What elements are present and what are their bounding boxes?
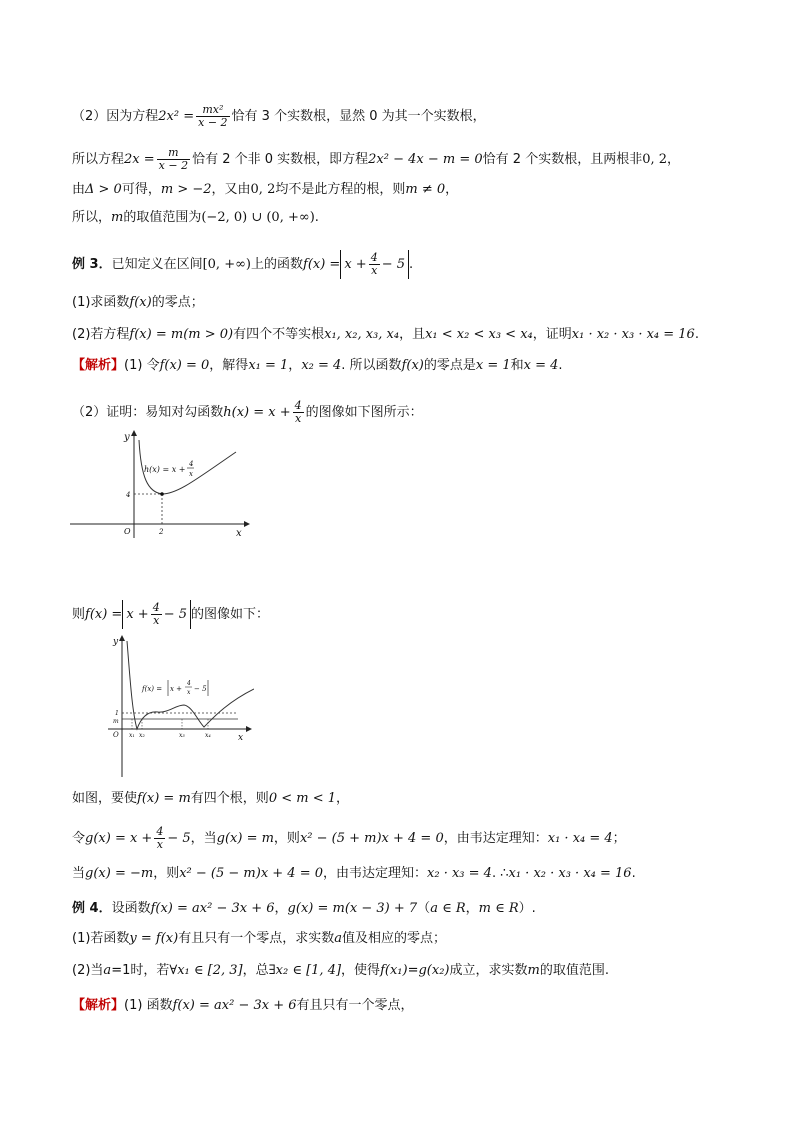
text: 所以， (72, 210, 112, 225)
math: a (334, 931, 342, 946)
y-axis-arrow (131, 430, 137, 436)
label-x3: x₃ (179, 732, 185, 739)
ex3-sol2 (72, 400, 423, 425)
math: − 5 (381, 257, 405, 272)
math: x² − (5 + m)x + 4 = 0 (299, 831, 444, 846)
text: 有且只有一个零点，求实数 (178, 931, 335, 946)
math: g(x₂) (418, 963, 450, 978)
min-point (160, 492, 164, 496)
math: m (527, 963, 540, 978)
text: ， (667, 152, 681, 167)
text: 均不是此方程的根，则 (275, 182, 406, 197)
curve-label-c: − 5 (194, 685, 207, 693)
math: f(x) = 0 (159, 358, 210, 373)
ex3-sol1 (72, 356, 563, 376)
math: Δ > 0 (85, 182, 122, 197)
text: 的零点； (151, 295, 204, 310)
origin-label: O (124, 527, 131, 536)
text: ，又由 (211, 182, 251, 197)
text: 的零点是 (423, 358, 476, 373)
math: a ∈ R (430, 901, 466, 916)
ex3-sol5 (72, 826, 626, 851)
p2-line4 (72, 208, 319, 228)
ex3-sol3 (72, 600, 269, 629)
p2-line2 (72, 147, 680, 172)
fraction (151, 602, 162, 627)
text: 恰有 3 个实数根，显然 0 为其一个实数根， (231, 109, 486, 124)
ex4-q2 (72, 961, 609, 981)
math: y = f(x) (129, 931, 179, 946)
fraction (157, 147, 190, 172)
math: a (103, 963, 112, 978)
math: [0, +∞) (202, 257, 251, 272)
math: g(x) = x + (85, 831, 153, 846)
text: ， (465, 901, 479, 916)
math: f(x) = ax² − 3x + 6 (172, 998, 297, 1013)
text: 恰有 2 个实数根，且两根非 (482, 152, 643, 167)
ex3-q1 (72, 293, 204, 313)
denominator: x − 2 (198, 116, 228, 129)
numerator: 4 (152, 601, 160, 614)
text: ）. (518, 901, 536, 916)
math: (−2, 0) ∪ (0, +∞) (201, 210, 315, 225)
solution-tag: 【解析】 (72, 358, 125, 373)
text: 的图像如下： (190, 607, 269, 622)
ex4-q1 (72, 929, 446, 949)
denominator: x (153, 614, 160, 627)
math: f(x) = (85, 607, 123, 622)
text: （ (417, 901, 431, 916)
label-x2: x₂ (139, 732, 145, 739)
text: . (408, 257, 414, 272)
text: 值及相应的零点； (342, 931, 447, 946)
curve-label-num: 4 (189, 460, 194, 468)
text: ，证明 (532, 327, 572, 342)
text: (1)若函数 (72, 931, 130, 946)
text: 恰有 2 个非 0 实数根，即方程 (192, 152, 369, 167)
text: (1)求函数 (72, 295, 130, 310)
label-x4: x₄ (205, 732, 211, 739)
text: 所以方程 (72, 152, 125, 167)
math: x² − (5 − m)x + 4 = 0 (179, 866, 324, 881)
curve-label-den: x (187, 689, 191, 696)
math: g(x) = −m (85, 866, 154, 881)
y-label: y (113, 637, 119, 647)
math: f(x) (401, 358, 424, 373)
text: 当 (72, 866, 86, 881)
text: 如图，要使 (72, 791, 138, 806)
math: m > −2 (160, 182, 212, 197)
curve-label: h(x) = x + (144, 465, 186, 474)
curve-label-num: 4 (187, 680, 191, 687)
ex3-sol6 (72, 864, 636, 884)
denominator: x (371, 264, 378, 277)
text: ，总 (242, 963, 269, 978)
tick-m: m (113, 718, 119, 725)
numerator: 4 (370, 251, 378, 264)
math: f(x) = ax² − 3x + 6 (150, 901, 275, 916)
text: 上的函数 (251, 257, 304, 272)
math: 0, 2 (250, 182, 276, 197)
x-axis-arrow (244, 521, 250, 527)
text: 令 (72, 831, 86, 846)
math: x₂ · x₃ = 4 (427, 866, 492, 881)
text: ，使得 (341, 963, 381, 978)
text: ， (288, 358, 302, 373)
math: f(x) = (303, 257, 341, 272)
math: f(x) (129, 295, 152, 310)
math: x = 1 (475, 358, 511, 373)
math: x₁ · x₂ · x₃ · x₄ = 16 (508, 866, 632, 881)
text: 成立，求实数 (449, 963, 528, 978)
math: x = 4 (523, 358, 559, 373)
absolute-value (340, 250, 409, 279)
fraction (154, 826, 165, 851)
text: 可得， (121, 182, 161, 197)
graph-fx (106, 633, 254, 779)
math: x₁ = 1 (248, 358, 289, 373)
p2-line1 (72, 104, 486, 129)
text: ，则 (153, 866, 180, 881)
text: . ∴ (491, 866, 509, 881)
math: f(x) = m (137, 791, 191, 806)
ex4-title-line (72, 899, 536, 919)
x-label: x (236, 528, 242, 539)
text: 的图像如下图所示： (305, 405, 423, 420)
text: 有四个不等实根 (233, 327, 325, 342)
text: (1) 令 (124, 358, 160, 373)
ex3-q2 (72, 325, 699, 345)
ex4-sol1 (72, 996, 414, 1016)
text: . (631, 866, 636, 881)
math: ∀x₁ ∈ [2, 3] (169, 963, 243, 978)
text: =1时，若 (111, 963, 170, 978)
p2-line3 (72, 180, 458, 200)
text: ，则 (273, 831, 300, 846)
math: x₁, x₂, x₃, x₄ (324, 327, 400, 342)
text: ， (274, 901, 288, 916)
numerator: m (157, 147, 190, 160)
math: 2x² = (158, 109, 195, 124)
text: 设函数 (111, 901, 151, 916)
text: 有且只有一个零点， (296, 998, 414, 1013)
curve-label-a: f(x) = (142, 685, 163, 693)
text: ，当 (190, 831, 217, 846)
math: 0, 2 (642, 152, 668, 167)
text: (2)当 (72, 963, 104, 978)
denominator: x (156, 838, 163, 851)
text: 的取值范围. (539, 963, 609, 978)
curve-label-b: x + (170, 685, 183, 693)
text: 和 (510, 358, 524, 373)
math: g(x) = m (216, 831, 274, 846)
numerator: 4 (156, 825, 164, 838)
text: 由 (72, 182, 86, 197)
denominator: x − 2 (158, 159, 189, 172)
text: ，由韦达定理知： (443, 831, 548, 846)
text: （2）因为方程 (72, 109, 159, 124)
text: （2）证明：易知对勾函数 (72, 405, 224, 420)
math: m (111, 210, 124, 225)
text: . (694, 327, 699, 342)
text: . 所以函数 (341, 358, 402, 373)
graph-hx (68, 428, 250, 540)
math: 2x = (124, 152, 155, 167)
fraction (196, 104, 229, 129)
math: f(x₁) (380, 963, 408, 978)
math: x₁ · x₂ · x₃ · x₄ = 16 (571, 327, 695, 342)
example-title: 例 3． (72, 257, 112, 272)
math: x₁ < x₂ < x₃ < x₄ (425, 327, 533, 342)
y-label: y (124, 432, 130, 443)
curve-label-den: x (189, 470, 193, 478)
math: h(x) = x + (223, 405, 291, 420)
text: 有四个根，则 (190, 791, 269, 806)
origin-label: O (113, 731, 119, 739)
math: f(x) = m(m > 0) (129, 327, 234, 342)
text: ， (336, 791, 350, 806)
math: x₁ · x₄ = 4 (547, 831, 613, 846)
denominator: x (295, 412, 302, 425)
math: x + (126, 607, 149, 622)
math: m ≠ 0 (405, 182, 446, 197)
text: . (558, 358, 563, 373)
text: 则 (72, 607, 86, 622)
math: − 5 (167, 831, 191, 846)
label-x1: x₁ (129, 732, 135, 739)
text: (1) 函数 (124, 998, 173, 1013)
numerator: 4 (294, 399, 302, 412)
fraction (369, 252, 380, 277)
math: x + (344, 257, 367, 272)
x-axis-arrow (246, 726, 252, 732)
numerator: mx² (196, 104, 229, 117)
text: ，由韦达定理知： (323, 866, 428, 881)
math: ∃x₂ ∈ [1, 4] (268, 963, 342, 978)
example-title: 例 4． (72, 901, 112, 916)
tick-1: 1 (115, 710, 119, 717)
text: ； (612, 831, 626, 846)
math: x₂ = 4 (301, 358, 342, 373)
ex3-title-line (72, 250, 413, 279)
text: = (407, 963, 419, 978)
text: 已知定义在区间 (111, 257, 203, 272)
fraction (293, 400, 304, 425)
absolute-value (122, 600, 191, 629)
math: 2x² − 4x − m = 0 (368, 152, 483, 167)
math: 0 < m < 1 (268, 791, 336, 806)
tick-4: 4 (126, 491, 131, 499)
text: 的取值范围为 (123, 210, 202, 225)
solution-tag: 【解析】 (72, 998, 125, 1013)
math: m ∈ R (478, 901, 519, 916)
x-label: x (238, 733, 244, 743)
y-axis-arrow (119, 635, 125, 641)
text: ，且 (399, 327, 426, 342)
text: ， (445, 182, 459, 197)
tick-2: 2 (159, 528, 164, 536)
text: ，解得 (209, 358, 249, 373)
math: g(x) = m(x − 3) + 7 (287, 901, 418, 916)
math: − 5 (163, 607, 187, 622)
text: . (314, 210, 319, 225)
text: (2)若方程 (72, 327, 130, 342)
ex3-sol4 (72, 789, 349, 809)
